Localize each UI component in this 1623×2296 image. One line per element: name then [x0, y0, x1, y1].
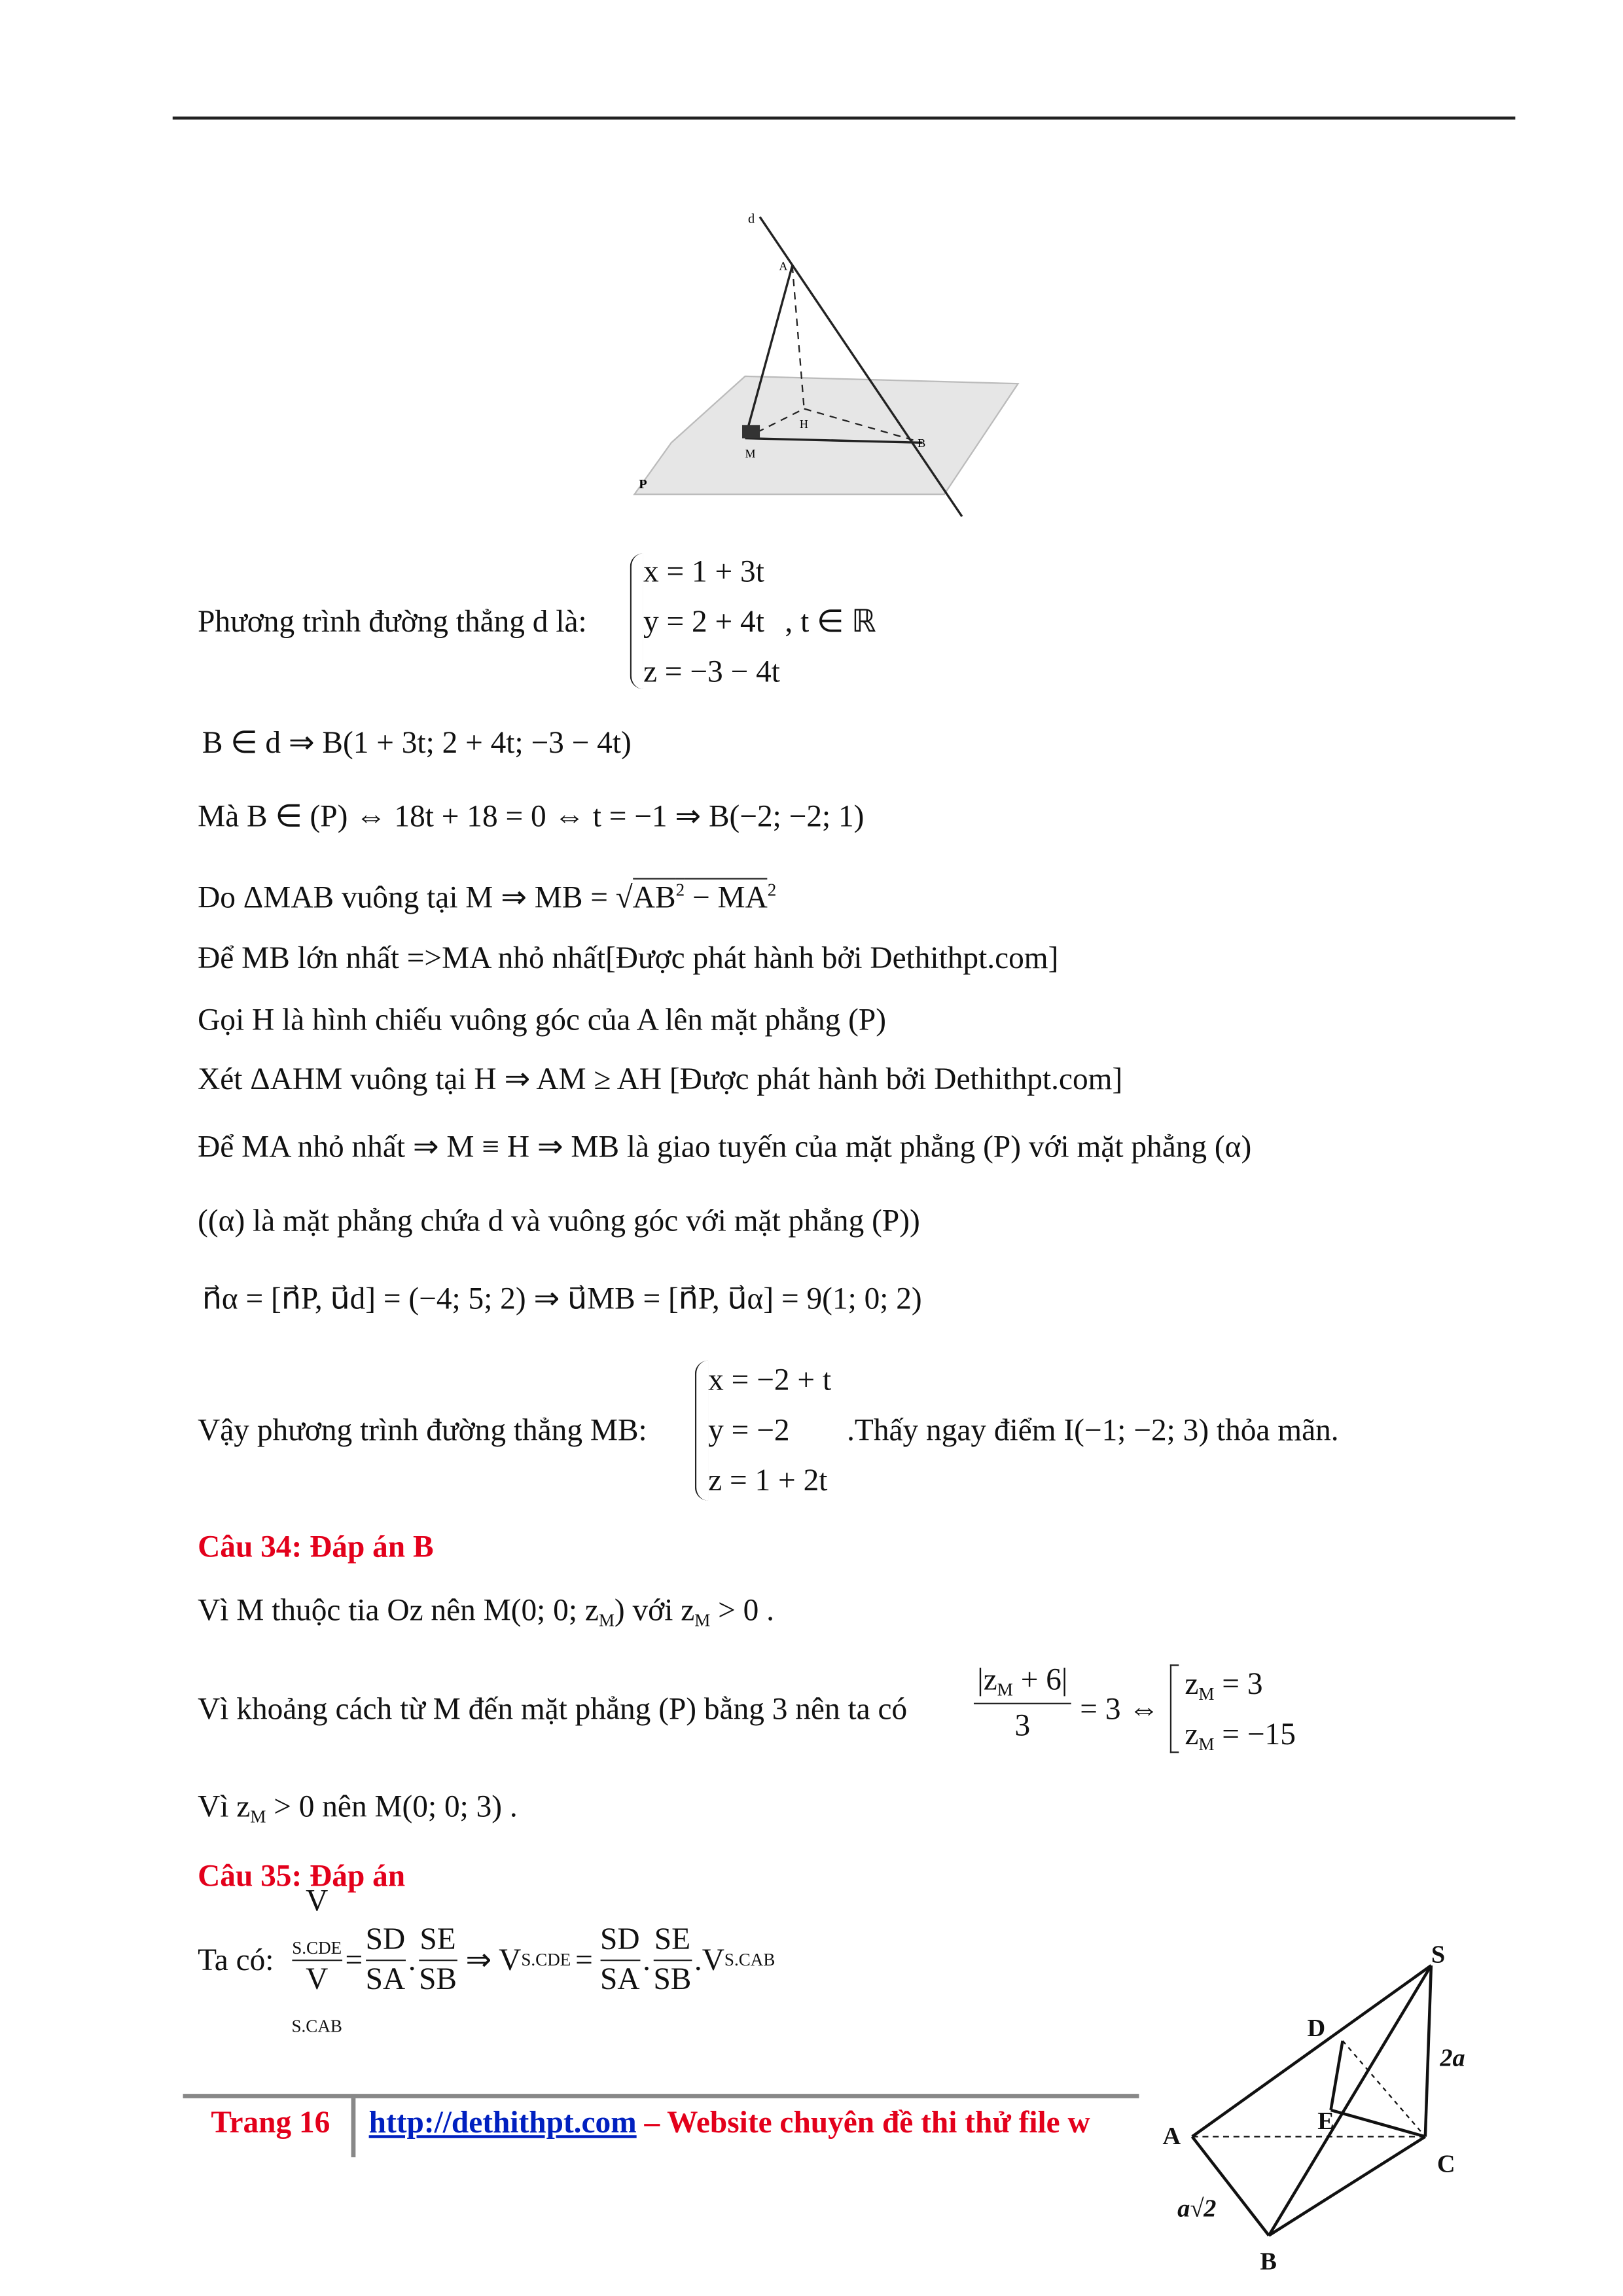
- t: Vì M thuộc tia Oz nên M(0; 0; z: [198, 1592, 599, 1628]
- t: M: [1198, 1683, 1215, 1704]
- svg-text:A: A: [1162, 2122, 1181, 2150]
- footer-text: [368, 2104, 1090, 2140]
- eq-t: , t ∈ ℝ: [785, 603, 876, 639]
- footer-tagline: – Website chuyên đề thi thử file w: [636, 2104, 1090, 2140]
- vector-line: n⃗α = [n⃗P, u⃗d] = (−4; 5; 2) ⇒ u⃗MB = [n⃗P, u⃗α] = 9(1; 0; 2): [202, 1280, 922, 1317]
- text-line: Xét ΔAHM vuông tại H ⇒ AM ≥ AH [Được phát hành bởi Dethithpt.com]: [198, 1060, 1123, 1097]
- t: z: [1185, 1666, 1199, 1702]
- text-line: Mà B ∈ (P) ⇔ 18t + 18 = 0 ⇔ t = −1 ⇒ B(−2; −2; 1): [198, 798, 865, 834]
- t: + 6|: [1012, 1661, 1068, 1697]
- t: = 3 ⇔: [1080, 1691, 1160, 1727]
- fraction: [419, 1922, 457, 1998]
- numerator: [974, 1661, 1071, 1704]
- denominator: [291, 1960, 342, 2036]
- t: |z: [977, 1661, 997, 1697]
- fraction: [974, 1661, 1071, 1743]
- t: M: [1198, 1734, 1215, 1755]
- system-brace: [695, 1361, 708, 1501]
- eq-y: y = −2: [708, 1412, 790, 1448]
- website-link[interactable]: http://dethithpt.com: [368, 2104, 637, 2140]
- t: AB: [633, 878, 676, 914]
- t: V: [306, 1882, 329, 1918]
- numerator: [291, 1883, 342, 1961]
- t: z: [1185, 1715, 1199, 1752]
- t: .V: [694, 1941, 724, 1977]
- text-line: [198, 881, 776, 914]
- question-34-heading: Câu 34: Đáp án B: [198, 1528, 434, 1564]
- t: M: [598, 1609, 615, 1631]
- svg-text:d: d: [748, 211, 755, 226]
- t: M: [250, 1806, 266, 1827]
- eq-y: y = 2 + 4t: [643, 603, 764, 639]
- page-number: Trang 16: [211, 2104, 330, 2140]
- system-brace: [630, 553, 643, 689]
- eq-x: x = 1 + 3t: [643, 553, 764, 589]
- fraction: [600, 1922, 640, 1998]
- text-line: Gọi H là hình chiếu vuông góc của A lên mặt phẳng (P): [198, 1001, 887, 1037]
- text-line: [198, 1788, 518, 1827]
- t: ) với z: [614, 1592, 695, 1628]
- t: M: [694, 1609, 711, 1631]
- t: Vì z: [198, 1788, 251, 1824]
- svg-text:P: P: [639, 477, 647, 492]
- fraction: [291, 1883, 342, 2037]
- t: SE: [419, 1922, 457, 1960]
- volume-ratio-line: Ta có: V $_{S.CDE}$ V $_{S.CAB}$ = $\frac{SD}{SA}$ . $\frac{SE}{SB}$ ⇒ V S.CDE = $\frac{SD}{SA}$ . $\frac{SE}{SB}$ .V S.CAB: [198, 1882, 776, 2036]
- t: SE: [653, 1922, 691, 1960]
- svg-text:B: B: [1260, 2248, 1277, 2276]
- svg-text:S: S: [1431, 1941, 1446, 1969]
- t: SB: [419, 1960, 457, 1996]
- t: SB: [653, 1960, 692, 1996]
- t: S.CDE: [521, 1949, 571, 1970]
- t: > 0 nên M(0; 0; 3) .: [266, 1788, 518, 1824]
- text-line: .Thấy ngay điểm I(−1; −2; 3) thỏa mãn.: [847, 1412, 1339, 1448]
- text-line: Để MA nhỏ nhất ⇒ M ≡ H ⇒ MB là giao tuyến của mặt phẳng (P) với mặt phẳng (α): [198, 1128, 1252, 1164]
- text-line: [198, 1592, 775, 1631]
- eq-x: x = −2 + t: [708, 1361, 832, 1398]
- svg-text:2a: 2a: [1440, 2044, 1465, 2072]
- eq-z: z = 1 + 2t: [708, 1462, 828, 1498]
- t: S.CAB: [724, 1949, 776, 1970]
- t: =: [345, 1941, 363, 1977]
- text-line: Để MB lớn nhất =>MA nhỏ nhất[Được phát hành bởi Dethithpt.com]: [198, 940, 1059, 976]
- question-35-heading: Câu 35: Đáp án: [198, 1857, 406, 1893]
- svg-text:E: E: [1317, 2108, 1334, 2136]
- text-line: ((α) là mặt phẳng chứa d và vuông góc với mặt phẳng (P)): [198, 1202, 920, 1238]
- t: SA: [365, 1960, 406, 1996]
- t: =: [575, 1941, 593, 1977]
- svg-text:C: C: [1436, 2150, 1455, 2178]
- t: = 3: [1214, 1666, 1263, 1702]
- case-2: [1185, 1715, 1296, 1755]
- mb-equation-label: Vậy phương trình đường thẳng MB:: [198, 1412, 647, 1448]
- t: = −15: [1214, 1715, 1296, 1752]
- text-line: Vì khoảng cách từ M đến mặt phẳng (P) bằng 3 nên ta có: [198, 1691, 908, 1727]
- header-rule: [173, 117, 1516, 118]
- svg-text:H: H: [799, 417, 808, 431]
- t: SD: [366, 1922, 406, 1960]
- t: V: [306, 1960, 329, 1996]
- t: S.CAB: [291, 2015, 342, 2036]
- t: − MA: [685, 878, 768, 914]
- text-line: B ∈ d ⇒ B(1 + 3t; 2 + 4t; −3 − 4t): [202, 724, 632, 761]
- t: SD: [600, 1922, 640, 1960]
- t: M: [997, 1679, 1013, 1700]
- fraction: [653, 1922, 691, 1998]
- line-plane-figure: [613, 199, 1041, 531]
- t: Do ΔMAB vuông tại M ⇒ MB = √: [198, 879, 633, 915]
- t: 2: [676, 878, 685, 900]
- denominator: 3: [1014, 1707, 1031, 1743]
- t: 2: [767, 879, 777, 901]
- or-bracket: [1170, 1664, 1179, 1753]
- t: S.CDE: [292, 1937, 342, 1958]
- t: > 0 .: [710, 1592, 775, 1628]
- line-equation-label: Phương trình đường thẳng d là:: [198, 603, 587, 639]
- t: Ta có:: [198, 1941, 274, 1977]
- t: ⇒ V: [465, 1941, 522, 1977]
- svg-text:a√2: a√2: [1177, 2195, 1217, 2223]
- eq-z: z = −3 − 4t: [643, 653, 780, 689]
- case-1: [1185, 1666, 1263, 1704]
- svg-text:B: B: [918, 437, 926, 450]
- svg-text:A: A: [779, 259, 788, 273]
- footer-divider: [351, 2098, 356, 2157]
- fraction: [366, 1922, 406, 1998]
- t: SA: [600, 1960, 640, 1996]
- svg-text:M: M: [745, 446, 756, 460]
- svg-text:D: D: [1307, 2015, 1326, 2043]
- pyramid-figure: [1151, 1933, 1491, 2287]
- footer-rule: [183, 2094, 1139, 2098]
